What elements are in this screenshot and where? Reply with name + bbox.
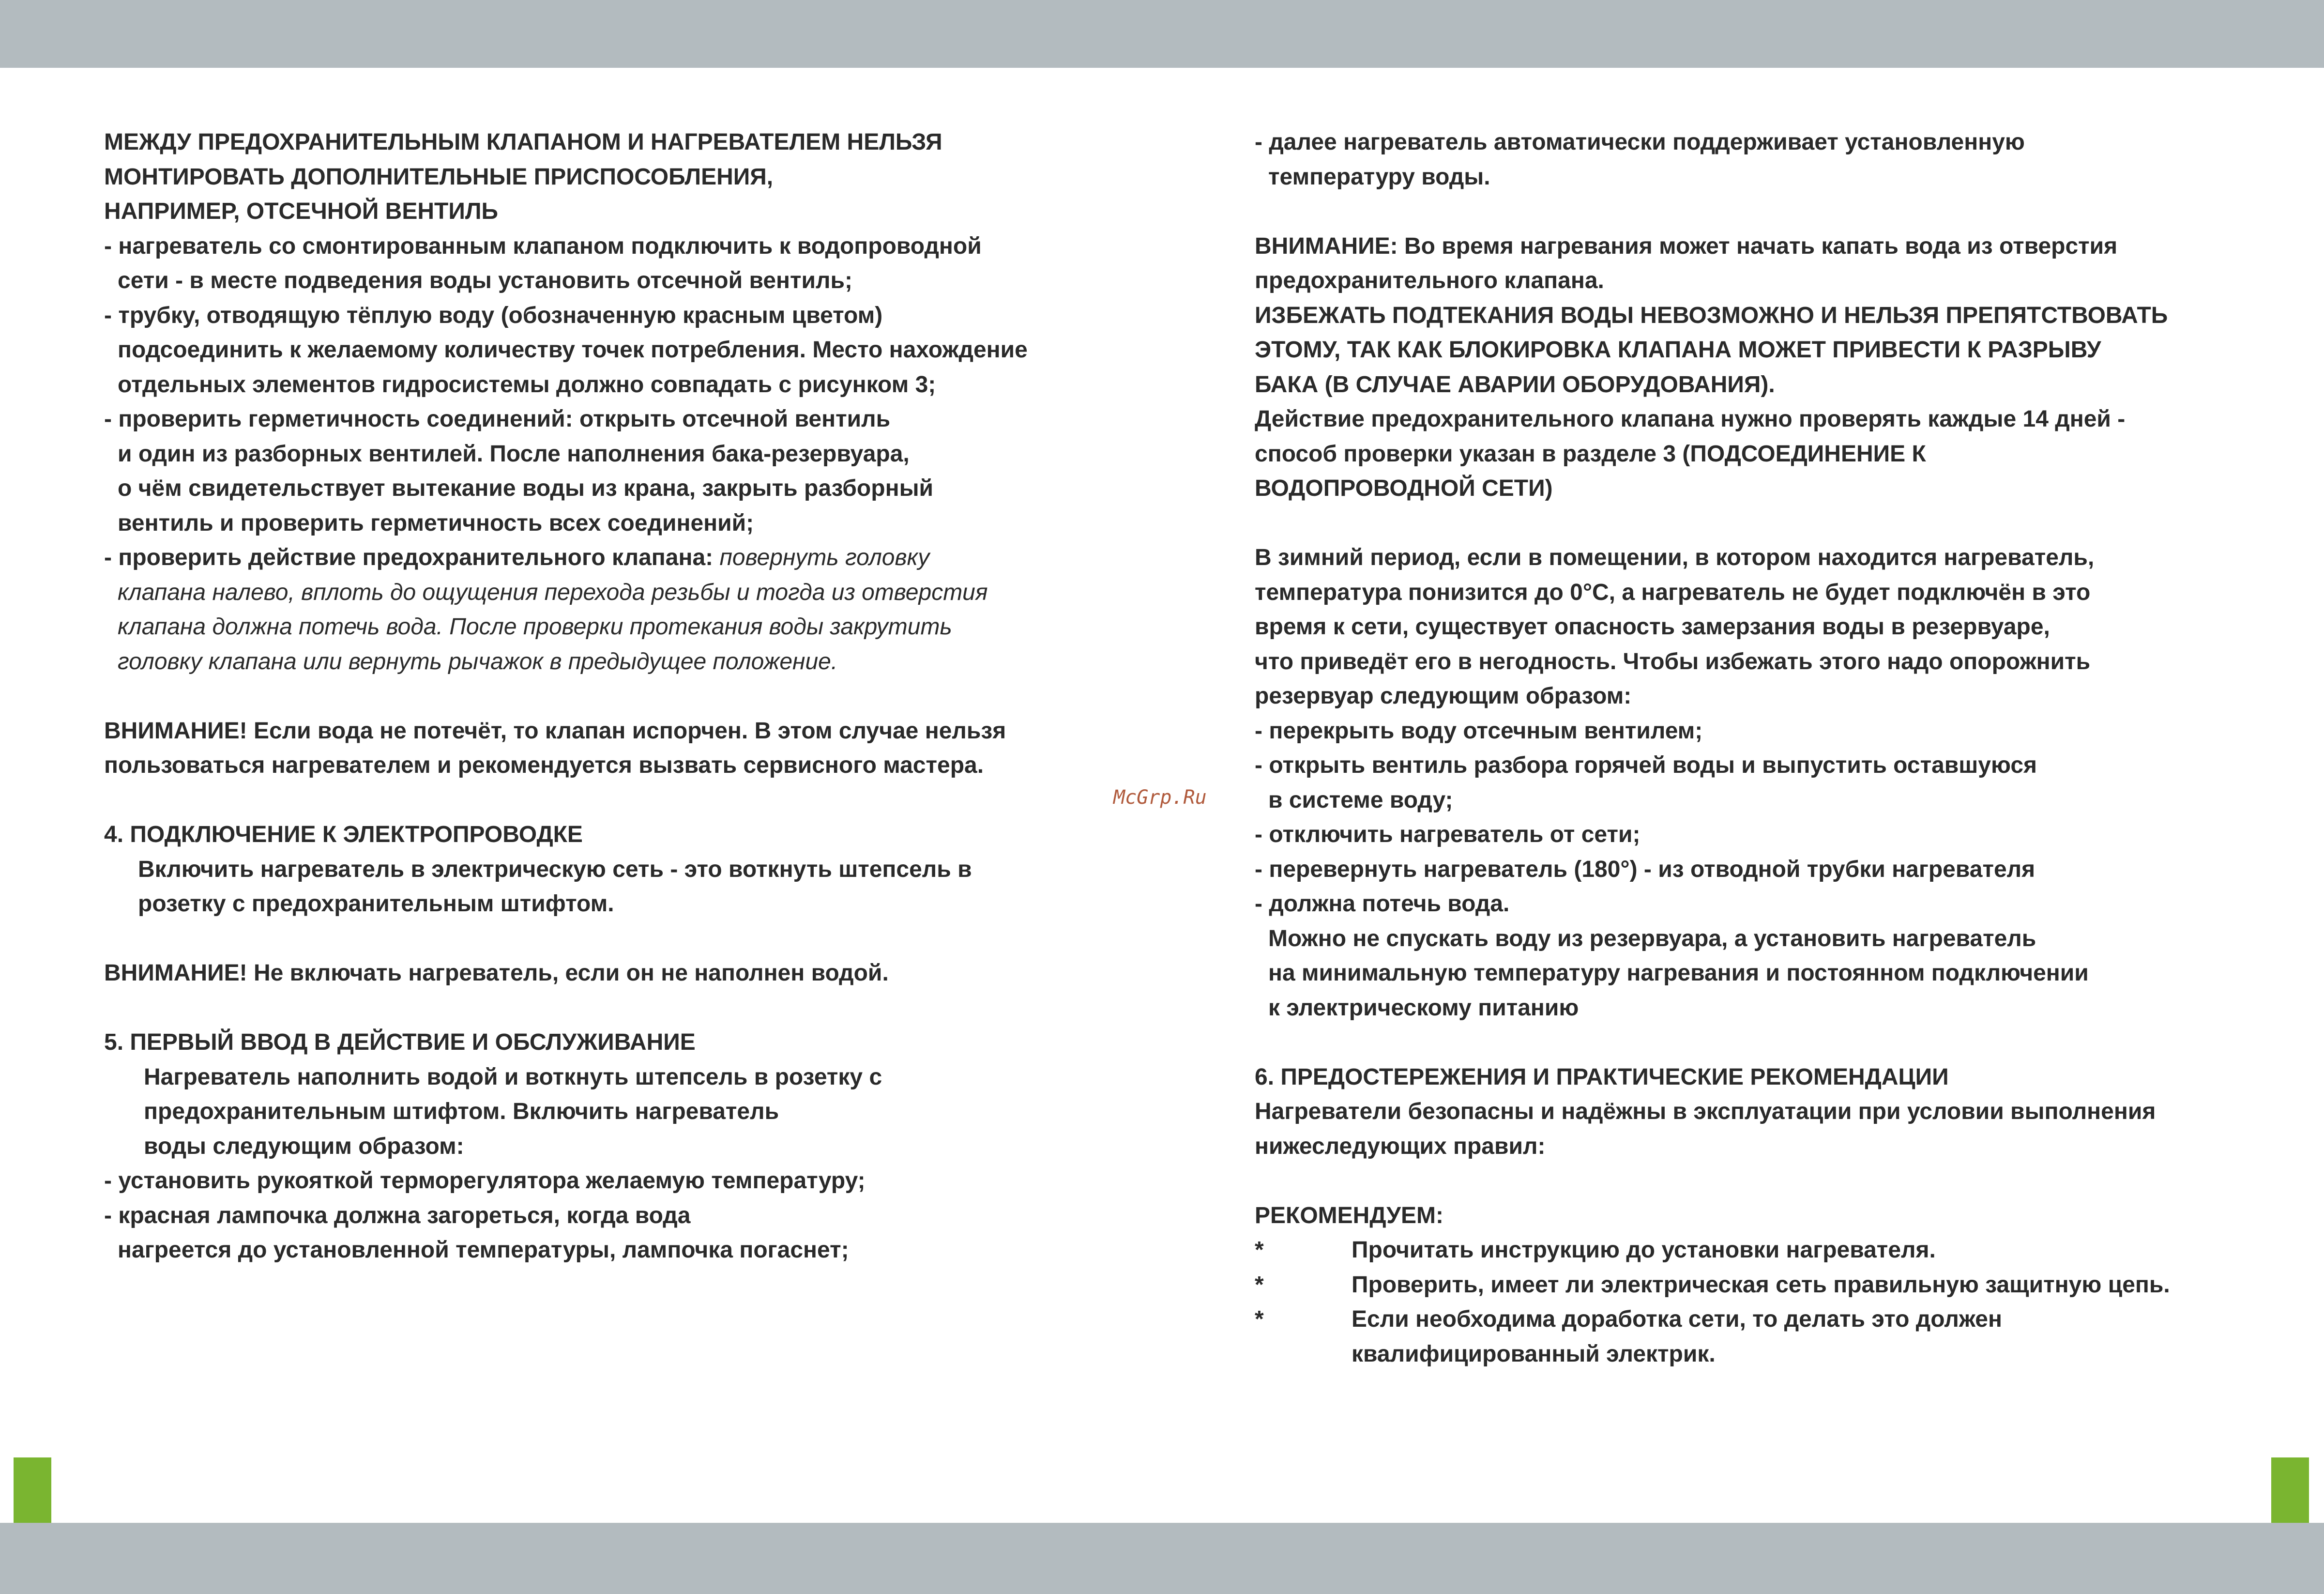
text-line: предохранительным штифтом. Включить нагреватель [144, 1099, 779, 1124]
section-heading: 5. ПЕРВЫЙ ВВОД В ДЕЙСТВИЕ И ОБСЛУЖИВАНИЕ [104, 1029, 696, 1055]
list-item [1255, 1302, 2223, 1337]
list-item [1255, 1233, 2223, 1268]
text-line: и один из разборных вентилей. После наполнения бака-резервуара, [118, 441, 910, 467]
text-line: что приведёт его в негодность. Чтобы избежать этого надо опорожнить [1255, 648, 2091, 674]
text-line: воды следующим образом: [144, 1133, 464, 1159]
header-bar [0, 0, 2324, 68]
text-line: Включить нагреватель в электрическую сеть - это воткнуть штепсель в [138, 856, 972, 882]
section-heading: 4. ПОДКЛЮЧЕНИЕ К ЭЛЕКТРОПРОВОДКЕ [104, 822, 583, 847]
text-line: температура понизится до 0°C, а нагреватель не будет подключён в это [1255, 579, 2091, 605]
list-item: - установить рукояткой терморегулятора желаемую температуру; [104, 1168, 866, 1194]
bullet-star: * [1255, 1272, 1264, 1298]
text-line: Нагреватели безопасны и надёжны в эксплуатации при условии выполнения [1255, 1099, 2156, 1124]
text-line: Можно не спускать воду из резервуара, а установить нагреватель [1268, 925, 2036, 951]
bullet-star: * [1255, 1306, 1264, 1332]
warning-text: ВНИМАНИЕ: Во время нагревания может начать капать вода из отверстия [1255, 233, 2118, 259]
text-line: клапана должна потечь вода. После проверки протекания воды закрутить [118, 614, 952, 640]
text-line: МЕЖДУ ПРЕДОХРАНИТЕЛЬНЫМ КЛАПАНОМ И НАГРЕВАТЕЛЕМ НЕЛЬЗЯ [104, 129, 942, 155]
text-bold: - проверить действие предохранительного клапана: [104, 545, 714, 570]
text-line: на минимальную температуру нагревания и постоянном подключении [1268, 960, 2089, 986]
list-item: - отключить нагреватель от сети; [1255, 822, 1640, 847]
watermark: McGrp.Ru [1113, 786, 1207, 809]
text-line: МОНТИРОВАТЬ ДОПОЛНИТЕЛЬНЫЕ ПРИСПОСОБЛЕНИЯ, [104, 164, 774, 190]
text-line: нижеследующих правил: [1255, 1133, 1546, 1159]
text-line: вентиль и проверить герметичность всех соединений; [118, 510, 754, 536]
list-item: - перевернуть нагреватель (180°) - из отводной трубки нагревателя [1255, 856, 2035, 882]
page-marker-right [2271, 1457, 2309, 1523]
text-line: подсоединить к желаемому количеству точек потребления. Место нахождение [118, 337, 1028, 363]
warning-text: пользоваться нагревателем и рекомендуется вызвать сервисного мастера. [104, 752, 984, 778]
text-line: время к сети, существует опасность замерзания воды в резервуаре, [1255, 614, 2050, 640]
footer-bar [0, 1523, 2324, 1594]
caps-text: ЭТОМУ, ТАК КАК БЛОКИРОВКА КЛАПАНА МОЖЕТ ПРИВЕСТИ К РАЗРЫВУ [1255, 337, 2101, 363]
text-line: клапана налево, вплоть до ощущения перехода резьбы и тогда из отверстия [118, 579, 988, 605]
list-item [1255, 1268, 2223, 1303]
bullet-star: * [1255, 1237, 1264, 1263]
page-marker-left [14, 1457, 51, 1523]
list-item: - должна потечь вода. [1255, 891, 1510, 917]
warning-text: предохранительного клапана. [1255, 268, 1604, 293]
list-item: - красная лампочка должна загореться, когда вода [104, 1202, 691, 1228]
section-heading: 6. ПРЕДОСТЕРЕЖЕНИЯ И ПРАКТИЧЕСКИЕ РЕКОМЕНДАЦИИ [1255, 1064, 1949, 1090]
list-item: - перекрыть воду отсечным вентилем; [1255, 718, 1703, 744]
text-line: ВОДОПРОВОДНОЙ СЕТИ) [1255, 475, 1553, 501]
text-line: нагреется до установленной температуры, лампочка погаснет; [118, 1237, 849, 1263]
caps-text: БАКА (В СЛУЧАЕ АВАРИИ ОБОРУДОВАНИЯ). [1255, 371, 1775, 398]
left-column [104, 125, 1096, 1268]
text-italic: повернуть головку [719, 545, 930, 570]
warning-text: ВНИМАНИЕ! Если вода не потечёт, то клапан испорчен. В этом случае нельзя [104, 718, 1006, 744]
list-item [104, 540, 1096, 575]
text-line: отдельных элементов гидросистемы должно совпадать с рисунком 3; [118, 371, 936, 398]
list-item-text: Прочитать инструкцию до установки нагревателя. [1352, 1237, 1936, 1263]
list-item: - далее нагреватель автоматически поддерживает установленную [1255, 129, 2025, 155]
list-item: - проверить герметичность соединений: открыть отсечной вентиль [104, 406, 891, 432]
text-line: Действие предохранительного клапана нужно проверять каждые 14 дней - [1255, 406, 2126, 432]
list-item: - нагреватель со смонтированным клапаном подключить к водопроводной [104, 233, 982, 259]
list-item-text: Проверить, имеет ли электрическая сеть правильную защитную цепь. [1352, 1272, 2170, 1298]
text-line: Нагреватель наполнить водой и воткнуть штепсель в розетку с [144, 1064, 882, 1090]
caps-text: ИЗБЕЖАТЬ ПОДТЕКАНИЯ ВОДЫ НЕВОЗМОЖНО И НЕЛЬЗЯ ПРЕПЯТСТВОВАТЬ [1255, 302, 2168, 328]
list-item-text: Если необходима доработка сети, то делать это должен [1352, 1306, 2002, 1332]
text-line: розетку с предохранительным штифтом. [138, 891, 614, 917]
text-line: сети - в месте подведения воды установить отсечной вентиль; [118, 268, 853, 293]
text-line: в системе воду; [1268, 787, 1453, 813]
text-line: о чём свидетельствует вытекание воды из крана, закрыть разборный [118, 475, 934, 501]
text-line: НАПРИМЕР, ОТСЕЧНОЙ ВЕНТИЛЬ [104, 199, 499, 224]
text-line: головку клапана или вернуть рычажок в предыдущее положение. [118, 648, 838, 674]
text-line: способ проверки указан в разделе 3 (ПОДСОЕДИНЕНИЕ К [1255, 441, 1926, 467]
text-line: температуру воды. [1268, 164, 1490, 190]
text-line: к электрическому питанию [1268, 995, 1579, 1021]
right-column [1255, 125, 2223, 1371]
section-heading: РЕКОМЕНДУЕМ: [1255, 1202, 1443, 1228]
warning-text: ВНИМАНИЕ! Не включать нагреватель, если он не наполнен водой. [104, 960, 889, 986]
list-item: - открыть вентиль разбора горячей воды и выпустить оставшуюся [1255, 752, 2037, 778]
text-line: резервуар следующим образом: [1255, 683, 1632, 709]
text-line: В зимний период, если в помещении, в котором находится нагреватель, [1255, 545, 2095, 570]
text-line: квалифицированный электрик. [1352, 1341, 1716, 1367]
list-item: - трубку, отводящую тёплую воду (обозначенную красным цветом) [104, 302, 883, 328]
